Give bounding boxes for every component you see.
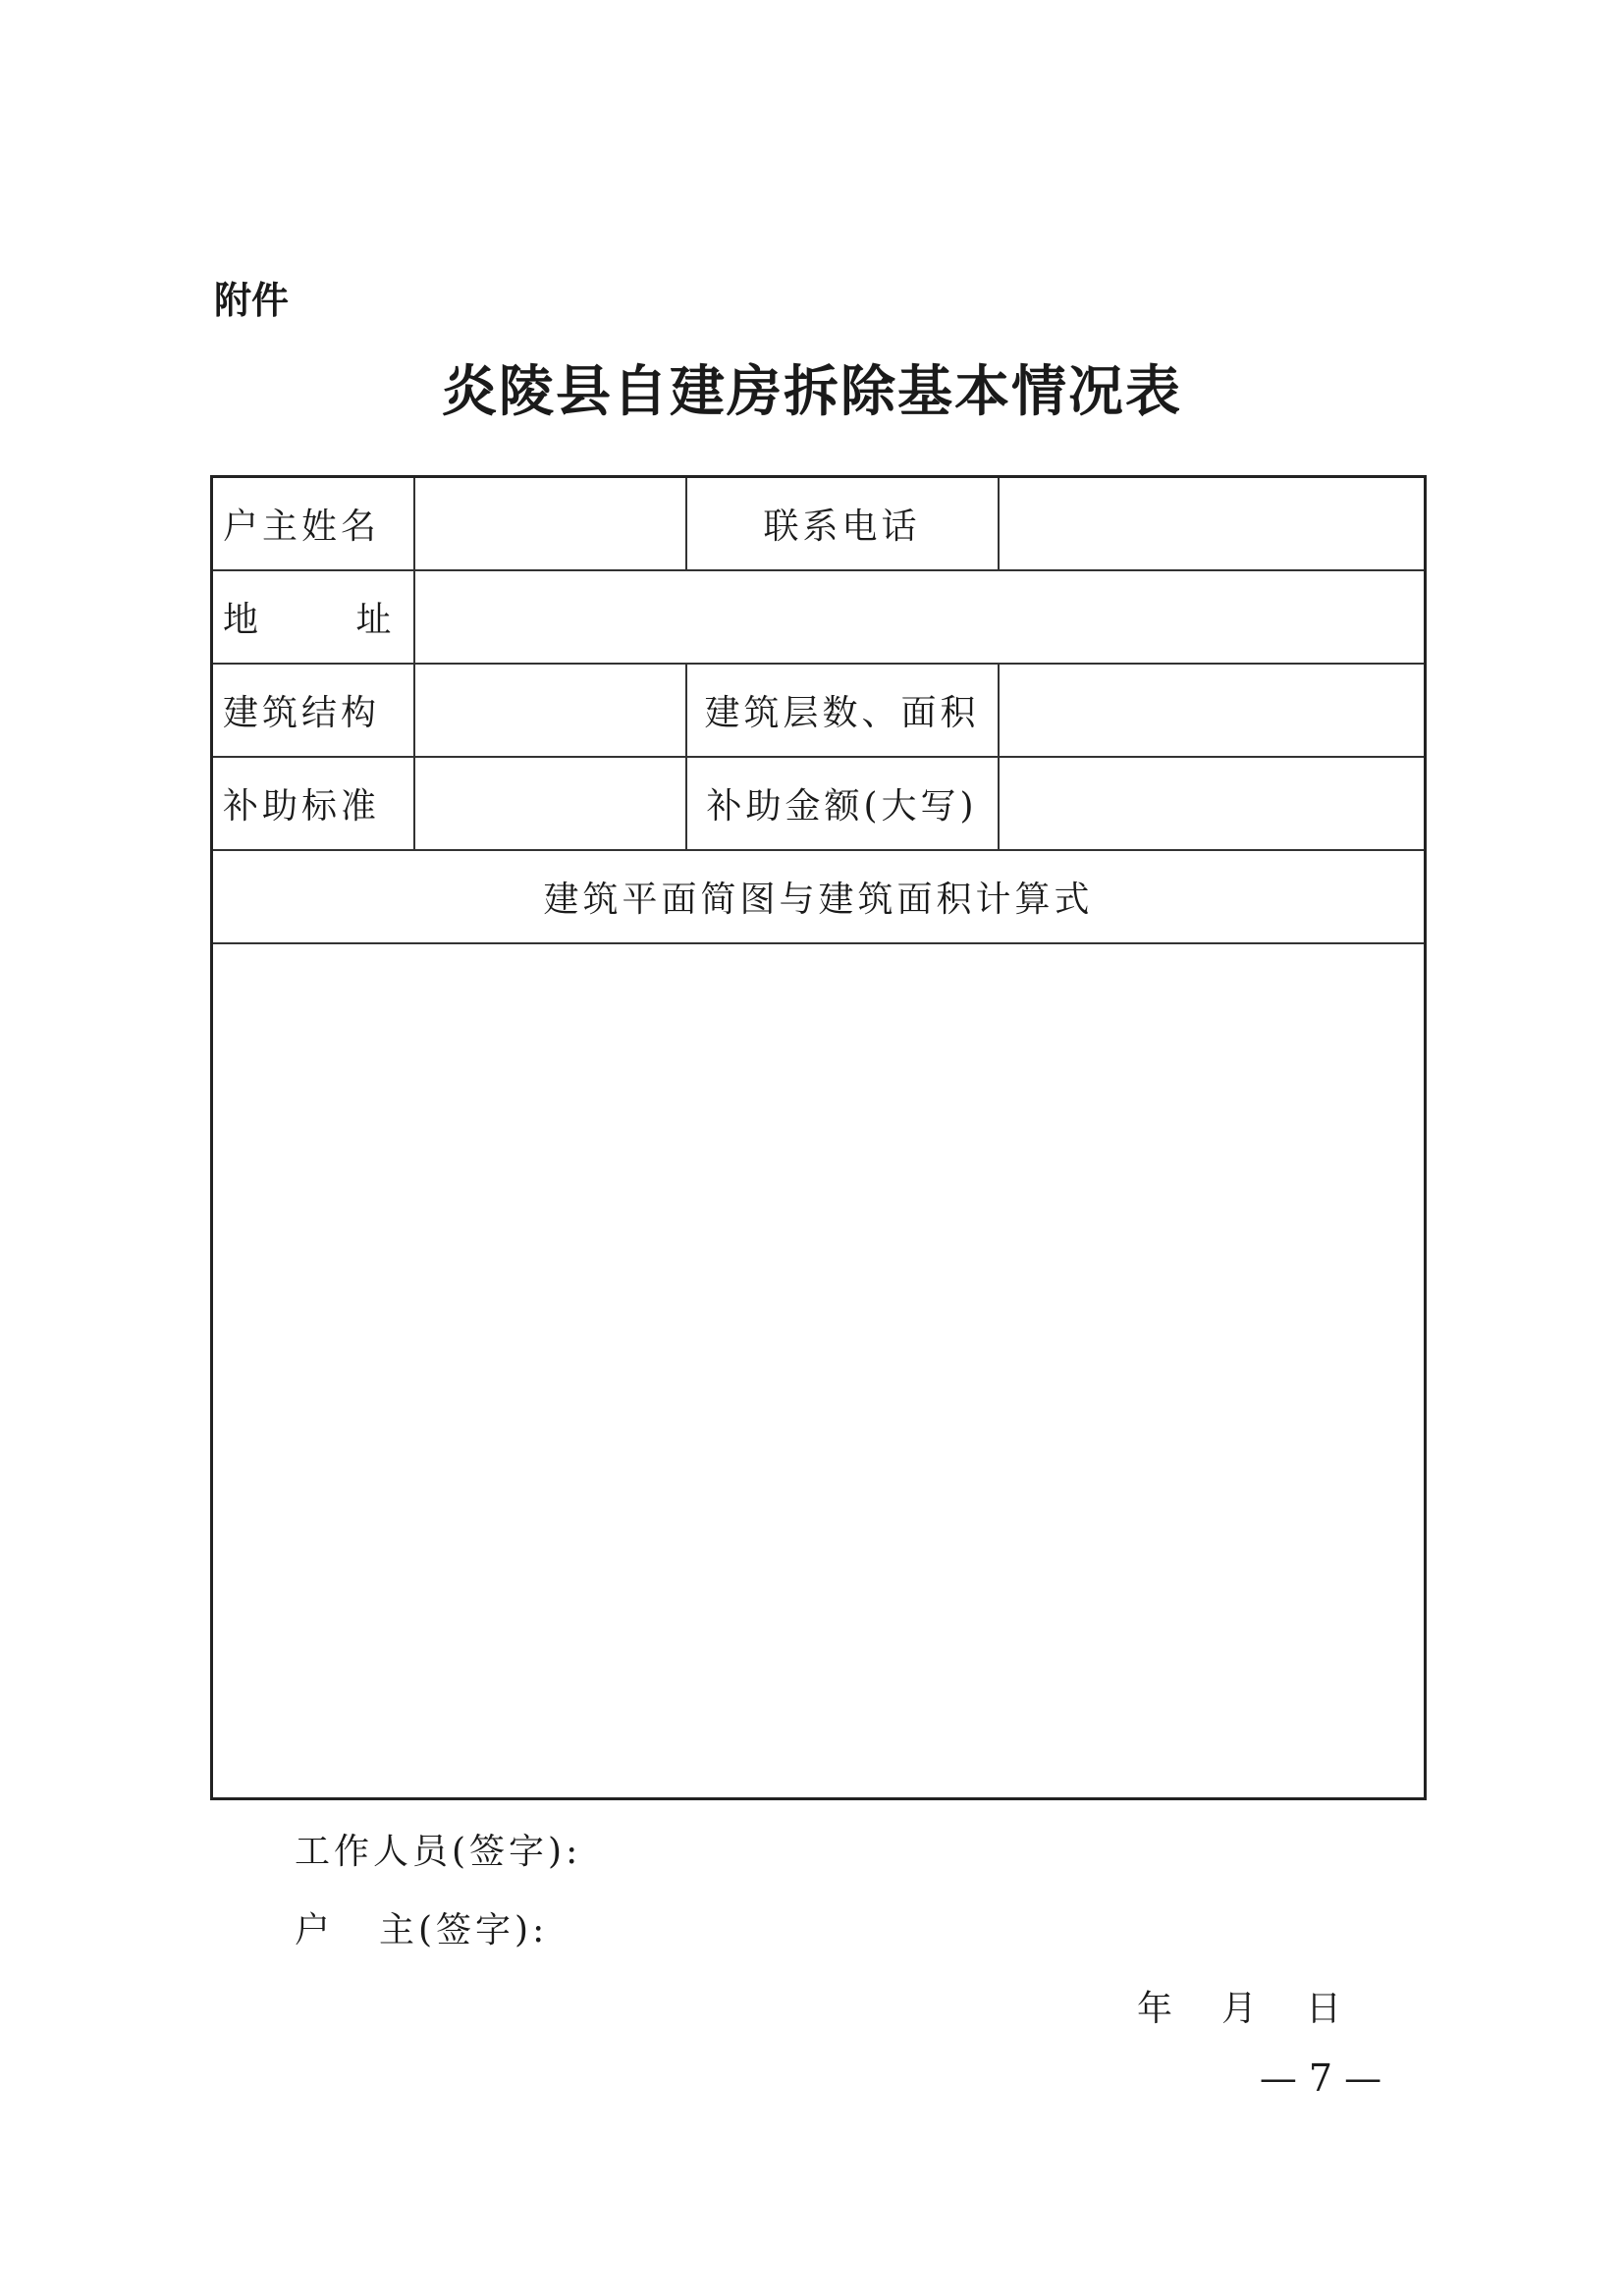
form-row-sketch-area [212,943,1426,1799]
page-number: — 7 — [1259,2056,1382,2100]
staff-signature-label: 工作人员(签字): [295,1832,582,1872]
structure-field[interactable] [414,664,686,757]
phone-label: 联系电话 [686,477,999,570]
page-title: 炎陵县自建房拆除基本情况表 [442,360,1182,424]
attachment-label: 附件 [214,279,290,322]
phone-field[interactable] [999,477,1426,570]
sketch-area-field[interactable] [212,943,1426,1799]
owner-signature-line[interactable] [295,1907,548,1954]
form-row-subsidy [212,757,1426,850]
subsidy-standard-label: 补助标准 [212,757,414,850]
owner-label-char-2: 主 [378,1910,418,1950]
owner-label-char-1: 户 [295,1910,335,1950]
staff-signature-line[interactable] [295,1829,581,1876]
form-row-owner [212,477,1426,570]
floors-area-label: 建筑层数、面积 [686,664,999,757]
demolition-info-form [210,475,1427,1800]
date-year: 年 [1137,1989,1173,2029]
form-row-sketch-heading [212,850,1426,943]
subsidy-amount-field[interactable] [999,757,1426,850]
date-line[interactable] [1137,1986,1345,2033]
address-field[interactable] [414,570,1426,664]
sketch-heading: 建筑平面简图与建筑面积计算式 [212,850,1426,943]
date-month: 月 [1221,1989,1258,2029]
floors-area-field[interactable] [999,664,1426,757]
structure-label: 建筑结构 [212,664,414,757]
address-label-char-2: 址 [355,599,396,640]
owner-signature-suffix: (签字): [418,1910,549,1950]
owner-label [295,1907,418,1954]
address-label [212,570,414,664]
form-row-structure [212,664,1426,757]
date-day: 日 [1306,1989,1342,2029]
owner-name-label: 户主姓名 [212,477,414,570]
form-row-address [212,570,1426,664]
subsidy-standard-field[interactable] [414,757,686,850]
subsidy-amount-label: 补助金额(大写) [686,757,999,850]
owner-name-field[interactable] [414,477,686,570]
address-label-char-1: 地 [223,599,263,640]
